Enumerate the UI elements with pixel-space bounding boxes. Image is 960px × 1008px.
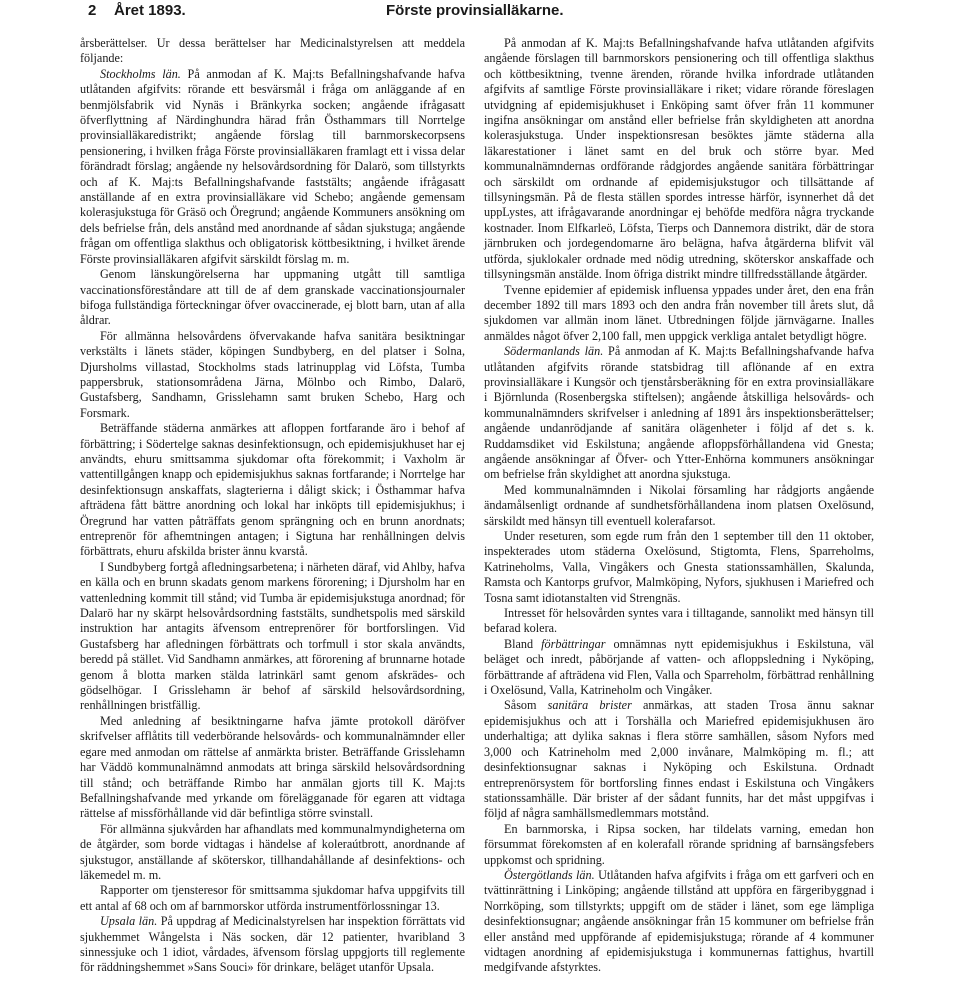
paragraph: Genom länskungörelserna har uppmaning utgått till samtliga vaccinationsföreståndare att till de af dem granskade vaccinationsjournaler bifoga fullständiga förteckningar öfver ovaccinerade, ej blott barn, utan af alla åldrar. (80, 267, 465, 328)
right-column (484, 36, 874, 976)
paragraph (80, 67, 465, 267)
county-heading: Södermanlands län. (504, 344, 604, 359)
page-header (0, 2, 960, 28)
emphasis: sanitära brister (547, 698, 632, 713)
county-heading: Stockholms län. (100, 66, 181, 81)
paragraph (484, 868, 874, 976)
paragraph-text: anmärkas, att staden Trosa ännu saknar epidemisjukhus och att i Torshälla och Mariefred epidemisjukhusen äro underhaltiga; att dylika saknas i flera större samhällen, såsom Nyfors med 3,000 och Katrineholm med 2,000 invånare, Malmköping m. fl.; att desinfektionsugnar saknas i Nyköping och Eskilstuna. Ordnadt entreprenörsystem för bortforsling finnes endast i Eskilstuna och Vingåkers stationssamhälle. Där brister af der sådant funnits, har det måst uppgifvas i följd af några samhällsmedlemmars motstånd. (484, 698, 875, 821)
year-heading: Året 1893. (114, 2, 186, 19)
page-number: 2 (88, 2, 97, 19)
paragraph: För allmänna sjukvården har afhandlats med kommunalmyndigheterna om de åtgärder, som borde vidtagas i händelse af koleraútbrott, anordnande af sjukstugor, anställande af sköterskor, tillhandahållande af desinfektions- och läkemedel m. m. (80, 821, 465, 882)
paragraph (484, 344, 874, 483)
paragraph: På anmodan af K. Maj:ts Befallningshafvande hafva utlåtanden afgifvits angående förslagen till barnmorskors pensionering och till offentliga slakthus och köttbesiktning, tvenne ärenden, rörande hvilka infordrade utlåtanden afgifvits af samtlige Förste provinsialläkare i riket; vidare rörande föreslagen utvidgning af epidemisjukhuset i Enköping samt öfver från 11 kommuner ingifna ansökningar om anstånd eller befrielse från skyldigheten att anordna kolerasjukstuga. Under inspektionsresan besöktes jämte städerna alla läkarestationer i länet samt en del bruk och större byar. Med kommunalnämndernas ordförande rådgjordes angående sanitära förbättringar och särskildt om ordnande af epidemisjukstugor och tillsättande af tillsyningsmän. På de flesta ställen spordes intresse härför, isynnerhet då det uppLystes, att ifrågavarande anordningar ej behöfde medföra några tryckande kostnader. Inom Elfkarleö, Löfsta, Tierps och Dannemora distrikt, där de stora järnbruken och jordegendomarne äro belägna, hafva åtgärderna blifvit väl utförda, sjuklokaler ordnade med nödig utredning, sköterskor anskaffade och tillsyningsmän anstälde. Inom öfriga distrikt mindre tillfredsställande åtgärder. (484, 36, 874, 282)
paragraph: En barnmorska, i Ripsa socken, har tildelats varning, emedan hon försummat förekomsten af en kolerafall rörande spridning af barnsängsfebers uppkomst och spridning. (484, 821, 874, 867)
paragraph: Tvenne epidemier af epidemisk influensa yppades under året, den ena från december 1892 till mars 1893 och den andra från november till årets slut, då sjukdomen var allmän inom länet. Utbredningen följde järnvägarne. Inalles anmäldes något öfver 2,100 fall, men uppgick verkliga antalet betydligt högre. (484, 282, 874, 343)
paragraph-text: På anmodan af K. Maj:ts Befallningshafvande hafva utlåtanden afgifvits rörande statsbidrag till aflönande af en extra provinsialläkare i Kungsör och tjenstårsberäkning för en extra provinsialläkare i Björnlunda (Rosenbergska stiftelsen); angående åtskilliga helsovårds- och kommunalnämnders skrifvelser i anledning af 1891 års inspektionsberättelser; angående undanrödjande af sanitära olägenheter i följd af det s. k. Ruddamsdiket vid Eskilstuna; angående afloppsförhållandena vid Gnesta; angående ansökningar af Öfver- och Ytter-Enhörna kommuners ansökningar om befrielse från skyldighet att anordna sjukstuga. (484, 344, 875, 482)
paragraph: Med kommunalnämnden i Nikolai församling har rådgjorts angående ändamålsenligt ordnande af sundhetsförhållandena inom platsen Oxelösund, särskildt med hänsyn till eventuell kolerafarsot. (484, 482, 874, 528)
paragraph: Med anledning af besiktningarne hafva jämte protokoll däröfver skrifvelser afflåtits till vederbörande helsovårds- och kommunalnämnder eller egare med anmodan om rättelse af anmärkta brister. Beträffande Grisslehamn har Väddö kommunalnämnd anmodats att bringa särskild helsovårdsordning till stånd; och beträffande Rimbo har anmälan gjorts till K. Maj:ts Befallningshafvande med yrkande om förelägganade för egaren att vidtaga rättelse af missförhållande vid där befintliga större svinstall. (80, 713, 465, 821)
county-heading: Upsala län. (100, 914, 158, 929)
county-heading: Östergötlands län. (504, 867, 595, 882)
paragraph: Under reseturen, som egde rum från den 1 september till den 11 oktober, inspekterades utom städerna Oxelösund, Stigtomta, Flens, Sparreholms, Katrineholms, Valla, Vingåkers och Gnesta stationssamhällen, Skalunda, Ramsta och Kantorps grufvor, Malmköping, Nyfors, sjukhusen i Mariefred och Tosna samt idiotanstalten vid Strengnäs. (484, 529, 874, 605)
paragraph (484, 637, 874, 699)
running-title: Förste provinsialläkarne. (386, 2, 564, 19)
paragraph (484, 698, 874, 821)
paragraph: Intresset för helsovården syntes vara i tilltagande, sannolikt med hänsyn till befarad kolera. (484, 606, 874, 636)
paragraph: årsberättelser. Ur dessa berättelser har Medicinalstyrelsen att meddela följande: (80, 36, 465, 66)
paragraph-text: omnämnas nytt epidemisjukhus i Eskilstuna, väl beläget och inredt, påbörjande af vatten- och afloppsledning i Nyköping, förbättrande af afträdena vid Flen, Valla och Sparreholm, förbättrad renhållning i Oxelösund, Valla, Katrineholm och Vingåker. (484, 636, 875, 698)
paragraph-text: På anmodan af K. Maj:ts Befallningshafvande hafva utlåtanden afgifvits: rörande ett besvärsmål i fråga om anläggande af en benmjölsfabrik vid Nynäs i Bränkyrka socken; angående ifrågasatt öfverflyttning af Närdinghundra härad från Östhammars till Norrtelge provinsialläkaredistrikt; angående förslag till barnmorskecorpsens pensionering, i hvilken fråga Förste provinsialläkaren framlagt ett i vissa delar förändradt förslag; angående ny helsovårdsordning för Dalarö, som tillstyrkts och af K. Maj:ts Befallningshafvande faststälts; angående ifrågasatt anställande af en extra provinsialläkare vid Schebo; angående gemensam kolerasjukstuga för Gräsö och Öregrund; angående Kommuners ansökning om dels befrielse från, dels anstånd med anordnande af sådan sjukstuga; angående frågan om offentliga slakthus och obligatorisk köttbesiktning, i hvilket ärende Förste provinsialläkaren afgifvit särskildt förslag m. m. (80, 66, 465, 266)
paragraph-text: Utlåtanden hafva afgifvits i fråga om ett garfveri och en tvättinrättning i Linköping; angående tillstånd att uppföra en färgeribyggnad i Norrköping, som tillstyrkts; uppgift om de städer i länet, som ege lämpliga desinfektionsugnar; angående ansökningar från 15 kommuner om befrielse från eller anstånd med uppförande af epidemisjukstuga; rörande af 4 kommuner vidtagen anordning af epidemisjukstuga i kommunernas fattighus, hvartill medgifvande afstyrktes. (484, 867, 874, 975)
paragraph-text: Såsom (504, 698, 537, 713)
paragraph-text: Bland (504, 636, 534, 651)
paragraph (80, 914, 465, 976)
paragraph: För allmänna helsovårdens öfvervakande hafva sanitära besiktningar verkstälts i länets städer, köpingen Sundbyberg, en del platser i Solna, Djursholms villastad, Stockholms stads latrinupplag vid Löfsta, Tumba pappersbruk, stationsområdena Järna, Mölnbo och Rimbo, Dalarö, Gustafsberg, Sandhamn, Grisslehamn samt bruken Schebo, Harg och Forsmark. (80, 328, 465, 420)
paragraph: Beträffande städerna anmärkes att afloppen fortfarande äro i behof af förbättring; i Södertelge saknas desinfektionsugn, och epidemisjukhuset har ej användts, ehuru smittsamma sjukdomar ofta förekommit; i Vaxholm är vattentillgången knapp och epidemisjukhus saknas fortfarande; i Norrtelge har desinfektionsugn anskaffats, slagterierna i dåligt skick; i Östhammar hafva afträdena fått bättre anordning och lokal har inköpts till epidemisjukhus; i Öregrund har vatten påträffats genom sprängning och en brunn anordnats; entreprenör för afhemtningen antagen; i Sigtuna har renhållningen delvis förbättrats, ehuru afskilda brister ännu kvarstå. (80, 421, 465, 559)
emphasis: förbättringar (541, 636, 606, 651)
paragraph: Rapporter om tjensteresor för smittsamma sjukdomar hafva uppgifvits till ett antal af 68 och om af barnmorskor utförda instrumentförlossningar 13. (80, 883, 465, 913)
left-column (80, 36, 465, 976)
paragraph: I Sundbyberg fortgå afledningsarbetena; i närheten däraf, vid Ahlby, hafva en källa och en brunn skadats genom markens förorening; i Djursholm har en vattenledning kommit till stånd; vid Tumba är epidemisjukstuga anordnad; för Dalarö har ny skärpt helsovårdsordning faststälts, sundhetspolis med särskild instruktion har antagits äfvensom entreprenörer för bortforslingen. Vid Gustafsberg har afledningen förbättrats och torfmull i stor skala användts, beredd på stället. Vid Sandhamn anmärkes, att förorening af brunnarne hotade genom å blotta marken stälda latrinkärl samt genom afskrädes- och gödselhögar. I Grisslehamn är behof af särskild helsovårdsordning, renhållningen bristfällig. (80, 559, 465, 713)
paragraph-text: På uppdrag af Medicinalstyrelsen har inspektion förrättats vid sjukhemmet Wångelsta i Näs socken, där 12 patienter, hvaribland 3 sinnessjuke och 1 idiot, vårdades, äfvensom förslag uppgjorts till reglemente för räddningshemmet »Sans Souci» för drinkare, beläget utanför Upsala. (80, 914, 465, 975)
